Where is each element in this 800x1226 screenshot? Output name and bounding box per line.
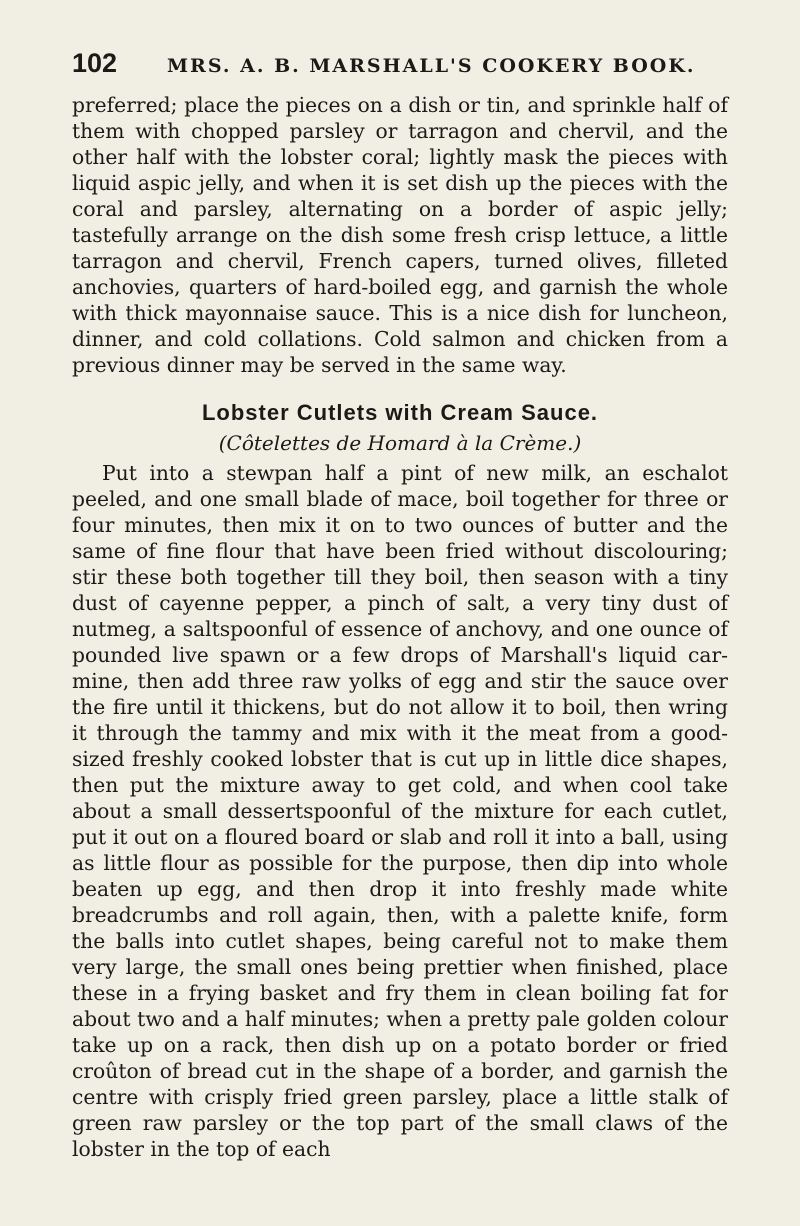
page-body (72, 92, 728, 1162)
page-number: 102 (72, 48, 118, 78)
recipe-title: Lobster Cutlets with Cream Sauce. (201, 400, 599, 425)
running-head: MRS. A. B. MARSHALL'S COOKERY BOOK. (167, 55, 696, 77)
recipe-body: Put into a stewpan half a pint of new milk, an eschalot peeled, and one small blade of mace, boil together for three or four minutes, then mix it on to two ounces of butter and the same of fine flour that have been fried without discolouring; stir these both together till they boil, then season with a tiny dust of cayenne pepper, a pinch of salt, a very tiny dust of nutmeg, a saltspoonful of essence of anchovy, and one ounce of pounded live spawn or a few drops of Marshall's liquid car-mine, then add three raw yolks of egg and stir the sauce over the fire until it thickens, but do not allow it to boil, then wring it through the tammy and mix with it the meat from a good-sized freshly cooked lobster that is cut up in little dice shapes, then put the mixture away to get cold, and when cool take about a small dessertspoonful of the mixture for each cutlet, put it out on a floured board or slab and roll it into a ball, using as little flour as possible for the purpose, then dip into whole beaten up egg, and then drop it into freshly made white breadcrumbs and roll again, then, with a palette knife, form the balls into cutlet shapes, being careful not to make them very large, the small ones being prettier when finished, place these in a frying basket and fry them in clean boiling fat for about two and a half minutes; when a pretty pale golden colour take up on a rack, then dish up on a potato border or fried croûton of bread cut in the shape of a border, and garnish the centre with crisply fried green parsley, place a little stalk of green raw parsley or the top part of the small claws of the lobster in the top of each (72, 461, 728, 1161)
recipe-subtitle: (Côtelettes de Homard à la Crème.) (218, 431, 582, 455)
continued-paragraph: preferred; place the pieces on a dish or tin, and sprinkle half of them with chopped parsley or tarragon and chervil, and the other half with the lobster coral; lightly mask the pieces with liquid aspic jelly, and when it is set dish up the pieces with the coral and parsley, alternating on a border of aspic jelly; tastefully arrange on the dish some fresh crisp lettuce, a little tarragon and chervil, French capers, turned olives, filleted anchovies, quarters of hard-boiled egg, and garnish the whole with thick mayonnaise sauce. This is a nice dish for luncheon, dinner, and cold collations. Cold salmon and chicken from a previous dinner may be served in the same way. (72, 93, 728, 377)
page-header (72, 48, 728, 88)
